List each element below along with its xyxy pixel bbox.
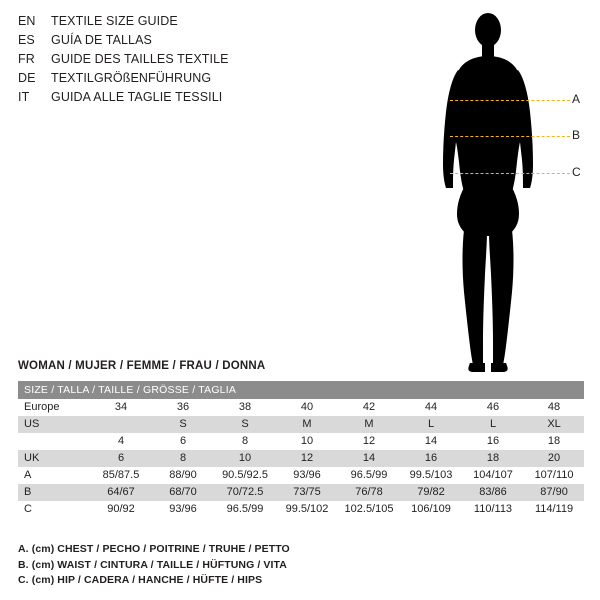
cell: M: [338, 416, 400, 433]
cell: 20: [524, 450, 584, 467]
cell: 96.5/99: [214, 501, 276, 518]
table-row: [18, 501, 584, 518]
cell: 38: [214, 399, 276, 416]
cell: 12: [338, 433, 400, 450]
language-row: [18, 90, 318, 109]
cell: 90/92: [90, 501, 152, 518]
cell: 44: [400, 399, 462, 416]
language-row: [18, 52, 318, 71]
row-label: Europe: [18, 399, 90, 416]
row-label: A: [18, 467, 90, 484]
cell: 102.5/105: [338, 501, 400, 518]
table-row: [18, 399, 584, 416]
cell: 42: [338, 399, 400, 416]
cell: 18: [462, 450, 524, 467]
table-row: [18, 433, 584, 450]
cell: 18: [524, 433, 584, 450]
language-row: [18, 14, 318, 33]
cell: 8: [152, 450, 214, 467]
cell: 36: [152, 399, 214, 416]
cell: 99.5/102: [276, 501, 338, 518]
cell: S: [152, 416, 214, 433]
cell: 64/67: [90, 484, 152, 501]
cell: 8: [214, 433, 276, 450]
female-body-figure: [400, 8, 590, 378]
cell: XL: [524, 416, 584, 433]
language-code: ES: [18, 33, 35, 47]
cell: 40: [276, 399, 338, 416]
row-label: US: [18, 416, 90, 433]
size-table-wrap: [18, 381, 582, 518]
size-table: [18, 381, 584, 518]
table-header-label: SIZE / TALLA / TAILLE / GRÖSSE / TAGLIA: [18, 381, 584, 399]
language-title: TEXTILGRÖßENFÜHRUNG: [51, 71, 212, 85]
cell: 106/109: [400, 501, 462, 518]
cell: 14: [338, 450, 400, 467]
table-row: [18, 416, 584, 433]
cell: S: [214, 416, 276, 433]
cell: 107/110: [524, 467, 584, 484]
language-code: FR: [18, 52, 35, 66]
language-row: [18, 33, 318, 52]
legend-item-b: B. (cm) WAIST / CINTURA / TAILLE / HÜFTUNG / VITA: [18, 558, 287, 571]
row-label: [18, 433, 90, 450]
measure-label-c: C: [572, 165, 581, 179]
cell: L: [400, 416, 462, 433]
cell: 6: [90, 450, 152, 467]
cell: 14: [400, 433, 462, 450]
cell: 4: [90, 433, 152, 450]
language-title: GUIDE DES TAILLES TEXTILE: [51, 52, 229, 66]
cell: 93/96: [276, 467, 338, 484]
table-header-row: [18, 381, 584, 399]
language-title: GUIDA ALLE TAGLIE TESSILI: [51, 90, 223, 104]
legend-item-c: C. (cm) HIP / CADERA / HANCHE / HÜFTE / HIPS: [18, 574, 263, 586]
language-code: EN: [18, 14, 36, 28]
cell: 87/90: [524, 484, 584, 501]
row-label: UK: [18, 450, 90, 467]
cell: 16: [400, 450, 462, 467]
measure-label-b: B: [572, 128, 581, 142]
cell: 110/113: [462, 501, 524, 518]
cell: 16: [462, 433, 524, 450]
cell: 70/72.5: [214, 484, 276, 501]
measure-line-c: [450, 173, 570, 174]
cell: 6: [152, 433, 214, 450]
cell: 46: [462, 399, 524, 416]
cell: 114/119: [524, 501, 584, 518]
section-title: WOMAN / MUJER / FEMME / FRAU / DONNA: [18, 360, 266, 372]
language-code: IT: [18, 90, 30, 104]
cell: 99.5/103: [400, 467, 462, 484]
cell: 96.5/99: [338, 467, 400, 484]
row-label: B: [18, 484, 90, 501]
cell: 104/107: [462, 467, 524, 484]
language-title: TEXTILE SIZE GUIDE: [51, 14, 178, 28]
cell: 93/96: [152, 501, 214, 518]
measure-label-a: A: [572, 92, 581, 106]
cell: 73/75: [276, 484, 338, 501]
cell: 85/87.5: [90, 467, 152, 484]
table-row: [18, 467, 584, 484]
row-label: C: [18, 501, 90, 518]
cell: 12: [276, 450, 338, 467]
language-code: DE: [18, 71, 36, 85]
cell: 48: [524, 399, 584, 416]
cell: M: [276, 416, 338, 433]
measure-line-a: [450, 100, 570, 101]
woman-silhouette-icon: [400, 8, 590, 378]
cell: 90.5/92.5: [214, 467, 276, 484]
cell: 68/70: [152, 484, 214, 501]
cell: 83/86: [462, 484, 524, 501]
table-row: [18, 450, 584, 467]
cell: 76/78: [338, 484, 400, 501]
cell: 10: [214, 450, 276, 467]
cell: 79/82: [400, 484, 462, 501]
language-title-list: [18, 14, 318, 109]
cell: 10: [276, 433, 338, 450]
cell: [90, 416, 152, 433]
cell: L: [462, 416, 524, 433]
language-row: [18, 71, 318, 90]
cell: 34: [90, 399, 152, 416]
legend-item-a: A. (cm) CHEST / PECHO / POITRINE / TRUHE / PETTO: [18, 543, 290, 555]
cell: 88/90: [152, 467, 214, 484]
measure-line-b: [450, 136, 570, 137]
measurement-legend: [18, 542, 578, 589]
table-row: [18, 484, 584, 501]
language-title: GUÍA DE TALLAS: [51, 33, 152, 47]
